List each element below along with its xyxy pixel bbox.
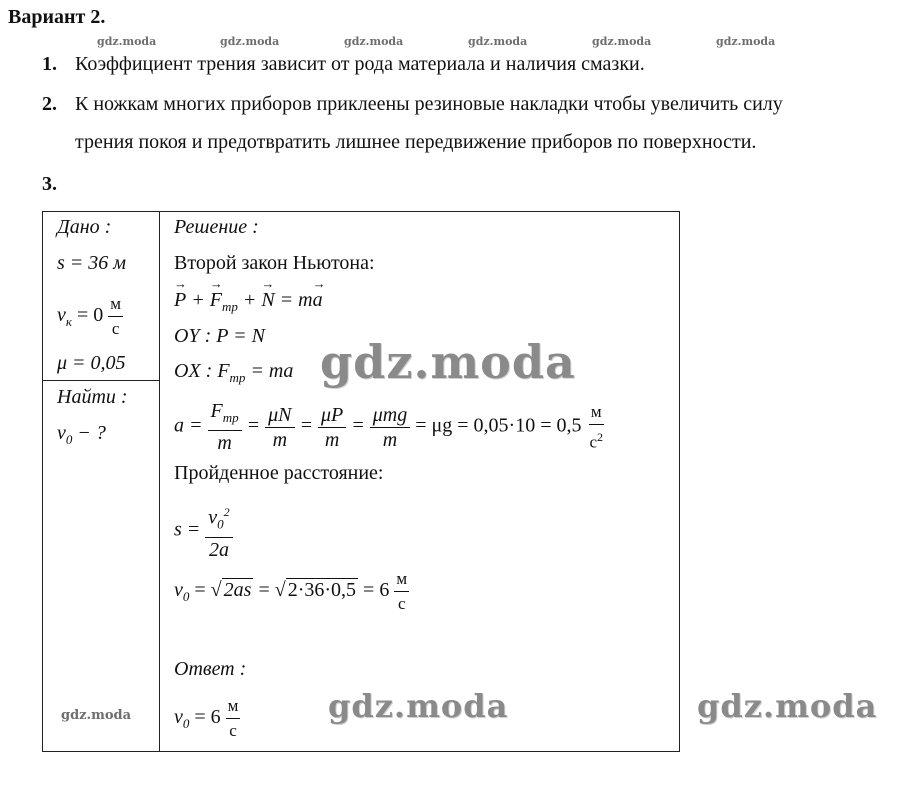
vector-equation: → P + → $F_{тр}$ + → N = m→ a: [174, 289, 323, 315]
item-2-text-line2: трения покоя и предотвратить лишнее передвижение приборов по поверхности.: [75, 131, 757, 153]
answer-item-1: [42, 50, 57, 78]
answer-item-2: [42, 90, 57, 118]
watermark-large: gdz.moda: [697, 687, 878, 725]
solution-label: Решение :: [174, 216, 259, 238]
table-divider-vertical: [159, 212, 160, 751]
given-mu: μ = 0,05: [57, 352, 126, 374]
item-number: 2.: [42, 93, 57, 115]
distance-formula: s = $\frac{v_0^2}{2a}$: [174, 500, 233, 562]
answer-label: Ответ :: [174, 658, 247, 680]
acceleration-equation: a = $\frac{F_{тр}}{m}$ = $\frac{\mu N}{m}$ = $\frac{\mu P}{m}$ = $\frac{\text{μmg}}{m}$ = μg = 0,05·10 = 0,5 $\frac{м}{с^2}$: [174, 400, 604, 454]
item-2-text-line1: К ножкам многих приборов приклеены резиновые накладки чтобы увеличить силу: [75, 93, 783, 115]
given-label: Дано :: [57, 216, 112, 238]
variant-title: Вариант 2.: [8, 6, 106, 28]
distance-label: Пройденное расстояние:: [174, 462, 384, 484]
watermark-small: gdz.moda: [344, 35, 404, 48]
item-number: 1.: [42, 53, 57, 75]
find-label: Найти :: [57, 386, 128, 408]
item-1-text: Коэффициент трения зависит от рода материала и наличия смазки.: [75, 53, 645, 75]
watermark-small: gdz.moda: [592, 35, 652, 48]
newton-law-title: Второй закон Ньютона:: [174, 252, 375, 274]
solution-table: [42, 211, 680, 752]
v0-formula: $v_0$ = √ 2as = √ 2·36·0,5 = 6 $\frac{м}{с}$: [174, 569, 408, 613]
watermark-large: gdz.moda: [328, 687, 509, 725]
answer-value: $v_0 = 6$ $\frac{м}{с}$: [174, 696, 239, 740]
answer-item-3: [42, 170, 57, 198]
watermark-small: gdz.moda: [468, 35, 528, 48]
watermark-small: gdz.moda: [97, 35, 157, 48]
oy-equation: OY : P = N: [174, 325, 265, 347]
watermark-large: gdz.moda: [320, 335, 576, 389]
given-vk: $v_к = 0$ $\frac{м}{с}$: [57, 294, 122, 338]
given-s: s = 36 м: [57, 252, 127, 274]
watermark-small: gdz.moda: [61, 708, 132, 723]
item-number: 3.: [42, 173, 57, 195]
watermark-small: gdz.moda: [716, 35, 776, 48]
find-v0: $v_0$ − ?: [57, 422, 106, 447]
ox-equation: OX : $F_{тр}$ = ma: [174, 360, 294, 385]
watermark-small: gdz.moda: [220, 35, 280, 48]
table-divider-horizontal: [43, 380, 160, 381]
